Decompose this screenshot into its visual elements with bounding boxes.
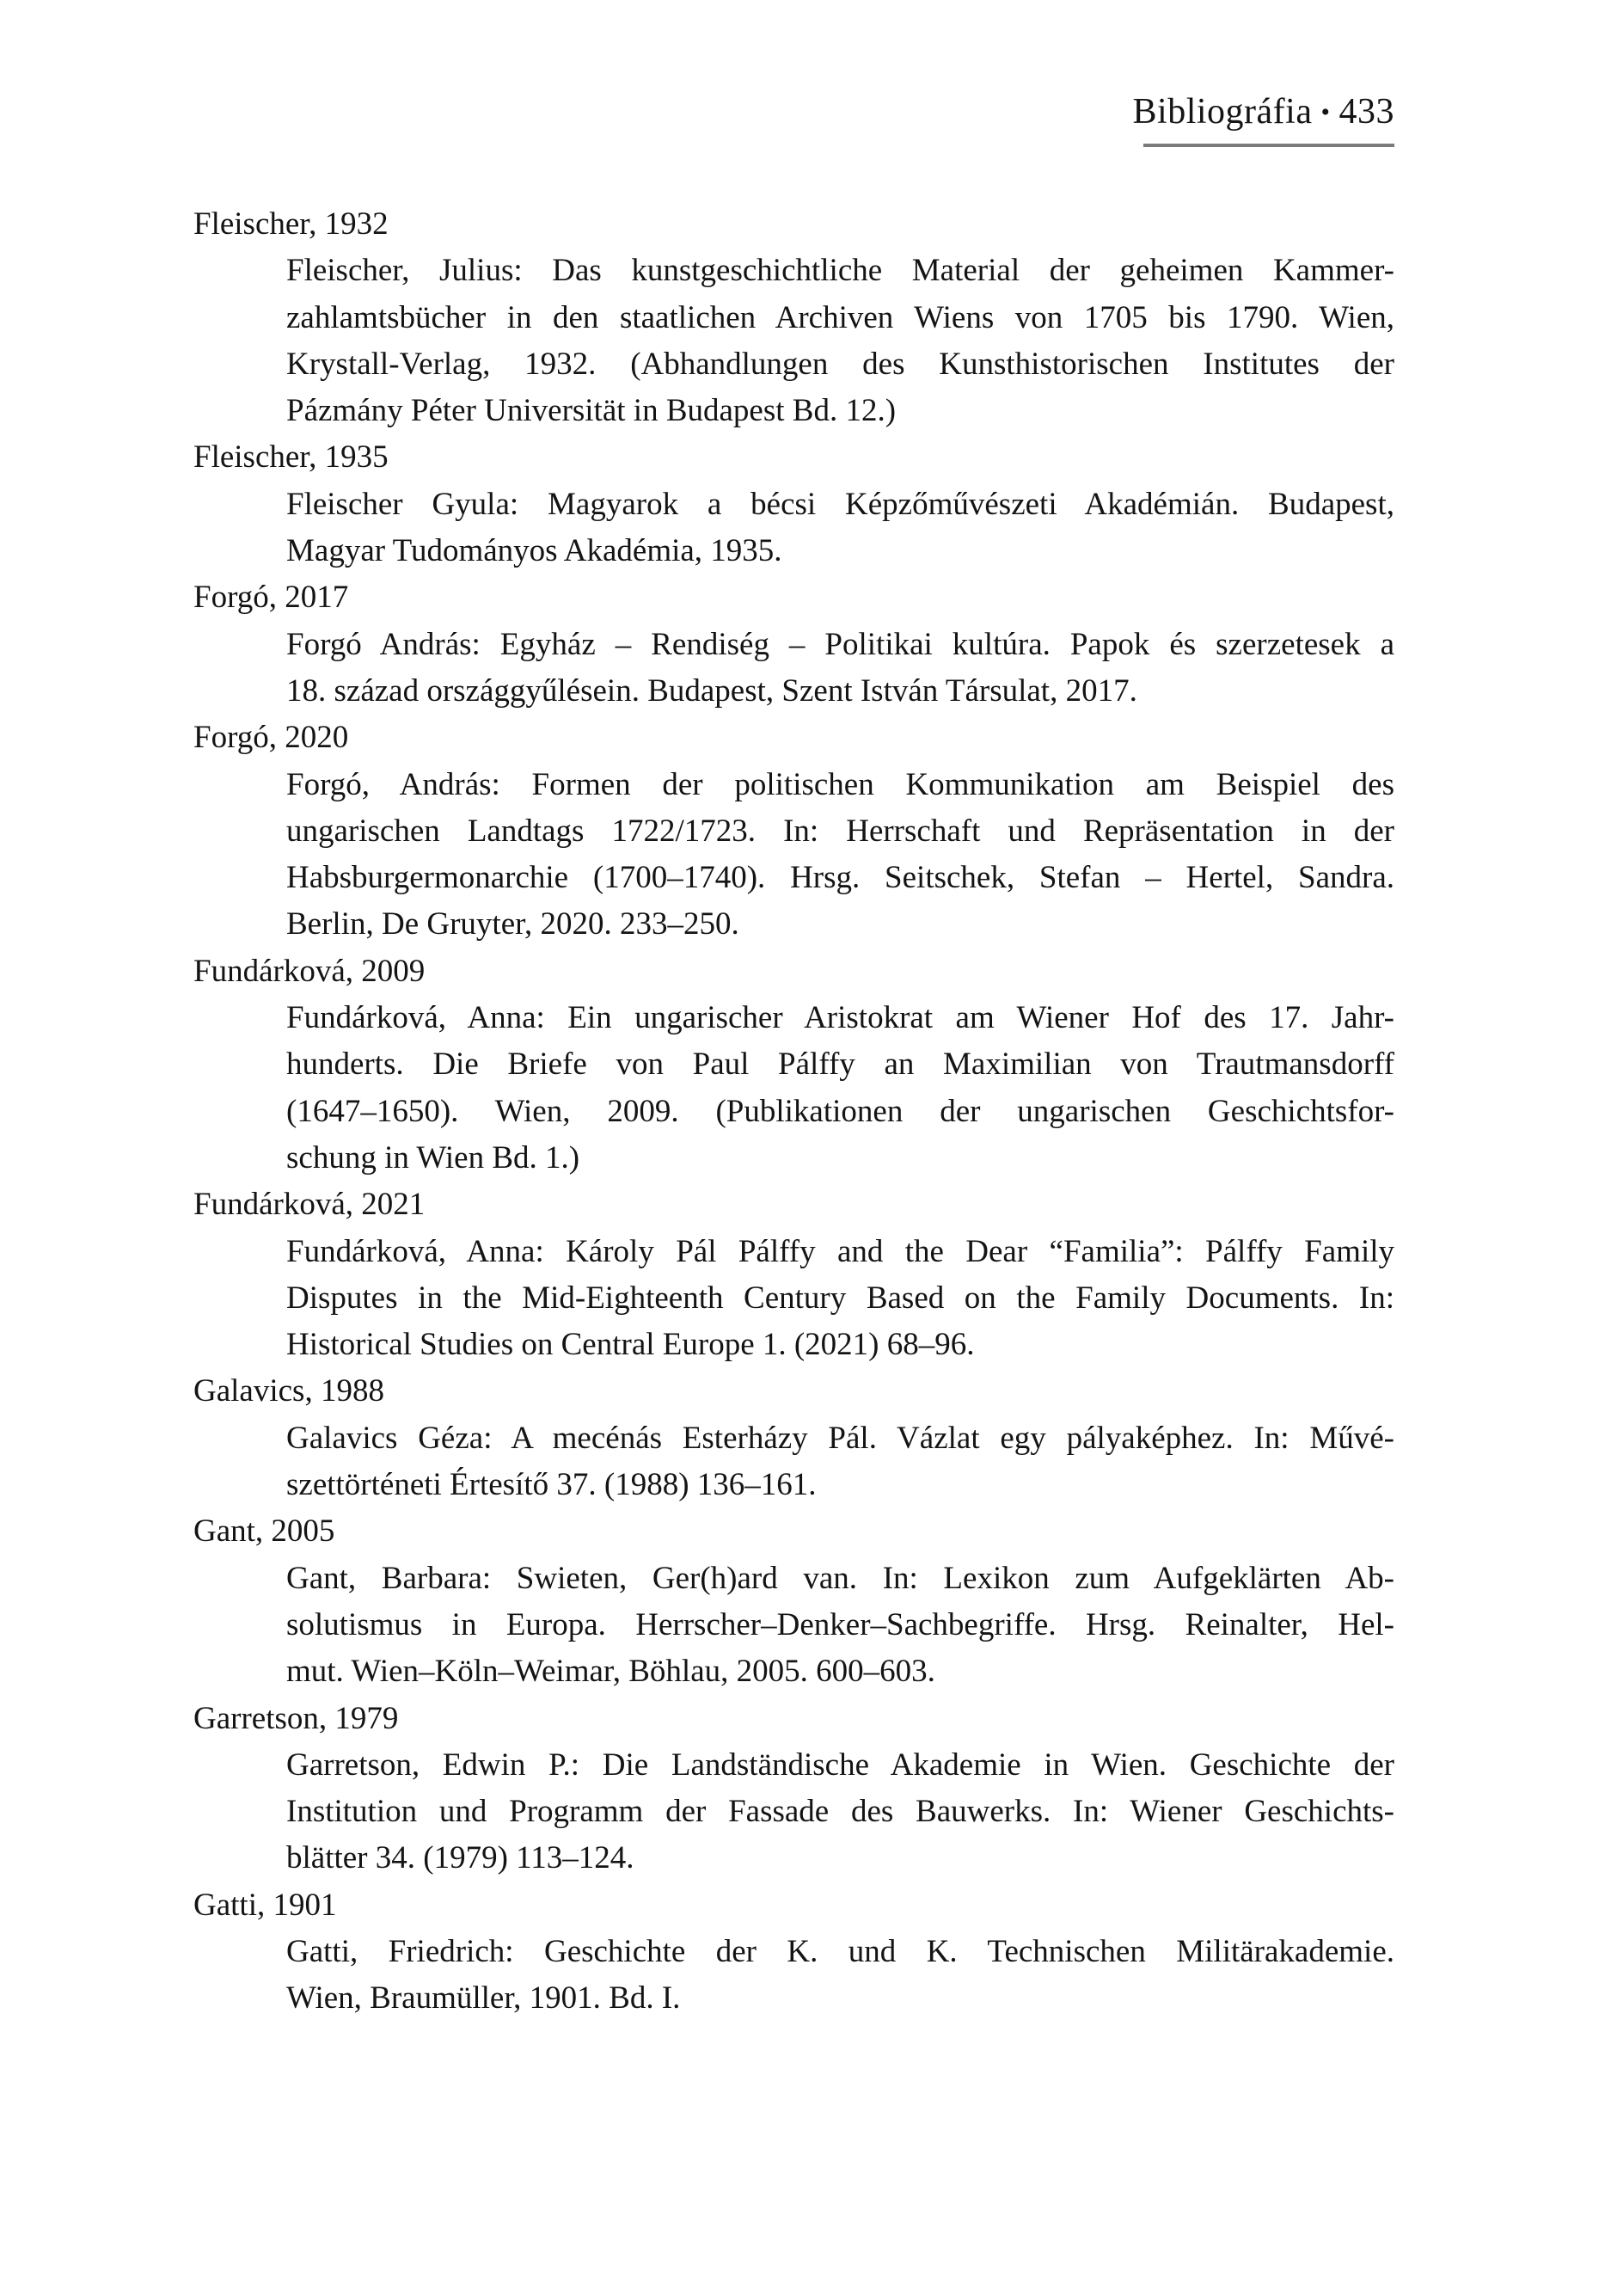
page-number: 433 (1339, 92, 1394, 132)
running-head-title: Bibliográfia (1132, 92, 1313, 132)
entry-line: Galavics Géza: A mecénás Esterházy Pál. Vázlat egy pályaképhez. In: Művé- (286, 1420, 1394, 1456)
entry-body (193, 1415, 1394, 1509)
entry-line: zahlamtsbücher in den staatlichen Archiven Wiens von 1705 bis 1790. Wien, (286, 299, 1394, 335)
entry-line: Forgó, András: Formen der politischen Kommunikation am Beispiel des (286, 766, 1394, 802)
entry-body (193, 762, 1394, 948)
entry-label: Gatti, 1901 (193, 1887, 337, 1923)
entry-label: Gant, 2005 (193, 1513, 335, 1550)
entry-body (193, 995, 1394, 1182)
entry-line: 18. század országgyűlésein. Budapest, Szent István Társulat, 2017. (286, 672, 1137, 709)
entry-line: Wien, Braumüller, 1901. Bd. I. (286, 1980, 681, 2017)
entry-line: Berlin, De Gruyter, 2020. 233–250. (286, 906, 739, 942)
entry-line: Fundárková, Anna: Ein ungarischer Aristokrat am Wiener Hof des 17. Jahr- (286, 1000, 1394, 1036)
bibliography-entry (193, 574, 1394, 715)
entry-line: ungarischen Landtags 1722/1723. In: Herrschaft und Repräsentation in der (286, 813, 1394, 849)
bibliography-entry (193, 948, 1394, 1182)
entry-line: schung in Wien Bd. 1.) (286, 1139, 580, 1176)
entry-line: Pázmány Péter Universität in Budapest Bd. 12.) (286, 393, 897, 429)
entry-body (193, 622, 1394, 715)
bibliography-entry (193, 1182, 1394, 1368)
entry-line: mut. Wien–Köln–Weimar, Böhlau, 2005. 600–603. (286, 1654, 935, 1690)
entry-body (193, 248, 1394, 434)
entry-label: Fleischer, 1932 (193, 206, 389, 242)
entry-line: hunderts. Die Briefe von Paul Pálffy an Maximilian von Trautmansdorff (286, 1047, 1394, 1083)
entry-line: blätter 34. (1979) 113–124. (286, 1840, 634, 1876)
entry-line: Habsburgermonarchie (1700–1740). Hrsg. Seitschek, Stefan – Hertel, Sandra. (286, 860, 1394, 896)
entry-line: solutismus in Europa. Herrscher–Denker–Sachbegriffe. Hrsg. Reinalter, Hel- (286, 1606, 1394, 1642)
running-head (193, 91, 1394, 133)
entry-line: Forgó András: Egyház – Rendiség – Politikai kultúra. Papok és szerzetesek a (286, 626, 1394, 662)
entry-body (193, 1556, 1394, 1696)
book-page (193, 91, 1394, 2023)
entry-body (193, 1742, 1394, 1882)
entry-line: Gant, Barbara: Swieten, Ger(h)ard van. In: Lexikon zum Aufgeklärten Ab- (286, 1560, 1394, 1596)
entry-line: Disputes in the Mid-Eighteenth Century Based on the Family Documents. In: (286, 1280, 1394, 1316)
entry-line: Fleischer, Julius: Das kunstgeschichtliche Material der geheimen Kammer- (286, 253, 1394, 289)
entry-line: Magyar Tudományos Akadémia, 1935. (286, 533, 782, 569)
entry-body (193, 1229, 1394, 1369)
bibliography-entry (193, 1368, 1394, 1508)
entry-line: Fundárková, Anna: Károly Pál Pálffy and the Dear “Familia”: Pálffy Family (286, 1233, 1394, 1269)
entry-line: szettörténeti Értesítő 37. (1988) 136–161. (286, 1467, 817, 1503)
entry-line: Historical Studies on Central Europe 1. (2021) 68–96. (286, 1327, 975, 1363)
entry-line: (1647–1650). Wien, 2009. (Publikationen der ungarischen Geschichtsfor- (286, 1093, 1394, 1129)
entry-label: Galavics, 1988 (193, 1373, 384, 1409)
entry-label: Fundárková, 2021 (193, 1187, 426, 1223)
entry-line: Garretson, Edwin P.: Die Landständische Akademie in Wien. Geschichte der (286, 1747, 1394, 1783)
entry-label: Forgó, 2017 (193, 580, 349, 616)
bibliography-entry (193, 715, 1394, 948)
entry-line: Fleischer Gyula: Magyarok a bécsi Képzőművészeti Akadémián. Budapest, (286, 486, 1394, 522)
bibliography-entry (193, 1696, 1394, 1882)
header-rule-divider (1143, 144, 1394, 147)
entry-label: Fleischer, 1935 (193, 439, 389, 476)
bibliography-entry (193, 1508, 1394, 1695)
bibliography-entry (193, 1882, 1394, 2023)
entry-line: Gatti, Friedrich: Geschichte der K. und K. Technischen Militärakademie. (286, 1933, 1394, 1969)
entry-line: Krystall-Verlag, 1932. (Abhandlungen des Kunsthistorischen Institutes der (286, 346, 1394, 382)
bibliography-list (193, 201, 1394, 2023)
entry-body (193, 482, 1394, 575)
entry-body (193, 1929, 1394, 2023)
entry-label: Fundárková, 2009 (193, 953, 426, 989)
bibliography-entry (193, 201, 1394, 434)
entry-label: Forgó, 2020 (193, 720, 349, 756)
entry-line: Institution und Programm der Fassade des Bauwerks. In: Wiener Geschichts- (286, 1794, 1394, 1830)
bibliography-entry (193, 434, 1394, 574)
running-head-separator-icon: • (1320, 98, 1331, 126)
entry-label: Garretson, 1979 (193, 1700, 399, 1736)
